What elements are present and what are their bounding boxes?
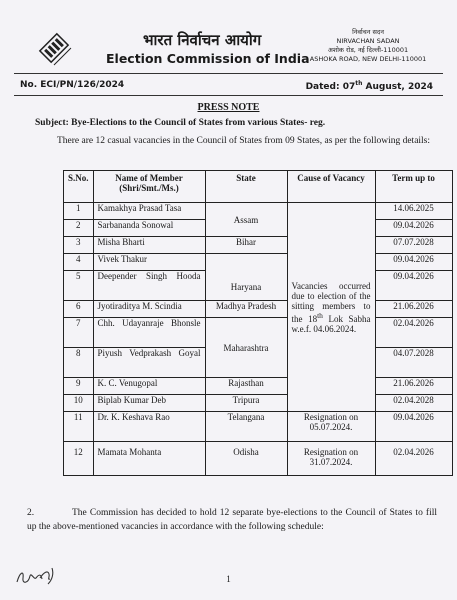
cell-cause: Resignation on 31.07.2024. — [287, 442, 375, 476]
page-number: 1 — [226, 574, 231, 584]
header-state: State — [205, 171, 287, 203]
table-row — [64, 203, 453, 220]
cell-state: Assam — [205, 203, 287, 237]
cell-term: 21.06.2026 — [375, 378, 452, 395]
press-note-heading: PRESS NOTE — [197, 102, 260, 113]
paragraph-number: 2. — [27, 508, 35, 518]
cell-sno: 3 — [64, 237, 94, 254]
cell-name: Jyotiraditya M. Scindia — [93, 301, 205, 318]
cell-state: Odisha — [205, 442, 287, 476]
table-row — [64, 395, 453, 412]
cell-name: Vivek Thakur — [93, 254, 205, 271]
table-row — [64, 254, 453, 271]
subject-line: Subject: Bye-Elections to the Council of States from various States- reg. — [35, 118, 326, 128]
table-row — [64, 237, 453, 254]
address-line: ASHOKA ROAD, NEW DELHI-110001 — [309, 55, 427, 63]
cell-term: 21.06.2026 — [375, 301, 452, 318]
eci-logo-icon — [34, 28, 74, 68]
cell-state: Madhya Pradesh — [205, 301, 287, 318]
cell-sno: 5 — [64, 271, 94, 301]
cell-term: 02.04.2026 — [375, 442, 452, 476]
cell-sno: 11 — [64, 412, 94, 442]
table-row — [64, 301, 453, 318]
cause-sup: th — [317, 310, 323, 320]
cell-state: Bihar — [205, 237, 287, 254]
address-line: निर्वाचन सदन — [352, 28, 384, 36]
cause-text: Lok Sabha w.e.f. 04.06.2024. — [291, 313, 371, 334]
cell-name: Dr. K. Keshava Rao — [93, 412, 205, 442]
cell-sno: 8 — [64, 348, 94, 378]
table-row — [64, 442, 453, 476]
divider — [14, 95, 443, 96]
table-row — [64, 378, 453, 395]
cell-cause: Resignation on 05.07.2024. — [287, 412, 375, 442]
cell-name: K. C. Venugopal — [93, 378, 205, 395]
date-prefix: Dated: 07 — [305, 82, 356, 92]
header-sno: S.No. — [64, 171, 94, 203]
cell-term: 07.07.2028 — [375, 237, 452, 254]
header-name: Name of Member (Shri/Smt./Ms.) — [93, 171, 205, 203]
table-row — [64, 318, 453, 348]
cell-name: Mamata Mohanta — [93, 442, 205, 476]
address-block — [293, 28, 443, 64]
cell-term: 09.04.2026 — [375, 220, 452, 237]
cell-sno: 10 — [64, 395, 94, 412]
cell-name: Biplab Kumar Deb — [93, 395, 205, 412]
cell-name: Sarbananda Sonowal — [93, 220, 205, 237]
header-cause: Cause of Vacancy — [287, 171, 375, 203]
cell-sno: 1 — [64, 203, 94, 220]
cell-term: 14.06.2025 — [375, 203, 452, 220]
cell-term: 02.04.2026 — [375, 318, 452, 348]
cell-state: Telangana — [205, 412, 287, 442]
cell-name: Chh. Udayanraje Bhonsle — [93, 318, 205, 348]
header-term: Term up to — [375, 171, 452, 203]
cell-sno: 6 — [64, 301, 94, 318]
cell-sno: 2 — [64, 220, 94, 237]
cell-sno: 12 — [64, 442, 94, 476]
hindi-title: भारत निर्वाचन आयोग — [143, 31, 262, 49]
cell-term: 09.04.2026 — [375, 412, 452, 442]
schedule-paragraph — [27, 506, 437, 534]
cell-term: 09.04.2026 — [375, 271, 452, 301]
cell-term: 02.04.2028 — [375, 395, 452, 412]
cell-sno: 4 — [64, 254, 94, 271]
cell-name: Deepender Singh Hooda — [93, 271, 205, 301]
cell-state: Maharashtra — [205, 318, 287, 378]
date-sup: th — [355, 80, 363, 87]
cell-sno: 9 — [64, 378, 94, 395]
cell-sno: 7 — [64, 318, 94, 348]
cell-state: Haryana — [205, 254, 287, 301]
vacancy-table — [63, 170, 453, 476]
cell-term: 04.07.2028 — [375, 348, 452, 378]
cell-state: Rajasthan — [205, 378, 287, 395]
address-line: अशोक रोड, नई दिल्ली-110001 — [327, 46, 409, 54]
intro-paragraph: There are 12 casual vacancies in the Council of States from 09 States, as per the following details: — [57, 136, 431, 146]
table-row — [64, 412, 453, 442]
cell-name: Misha Bharti — [93, 237, 205, 254]
cause-text: Vacancies occurred due to election of the sitting members to the 18 — [291, 280, 371, 324]
date-suffix: August, 2024 — [362, 82, 433, 92]
date — [306, 80, 433, 92]
address-line: NIRVACHAN SADAN — [336, 37, 400, 45]
cell-cause — [287, 203, 375, 412]
cell-name: Kamakhya Prasad Tasa — [93, 203, 205, 220]
cell-term: 09.04.2026 — [375, 254, 452, 271]
english-title: Election Commission of India — [106, 51, 310, 66]
reference-number: No. ECI/PN/126/2024 — [20, 80, 125, 90]
paragraph-text: The Commission has decided to hold 12 separate bye-elections to the Council of States to fill up the above-mentioned vacancies in accordance with the following schedule: — [27, 508, 437, 532]
divider — [14, 73, 443, 74]
table-header-row — [64, 171, 453, 203]
cell-name: Piyush Vedprakash Goyal — [93, 348, 205, 378]
cell-state: Tripura — [205, 395, 287, 412]
